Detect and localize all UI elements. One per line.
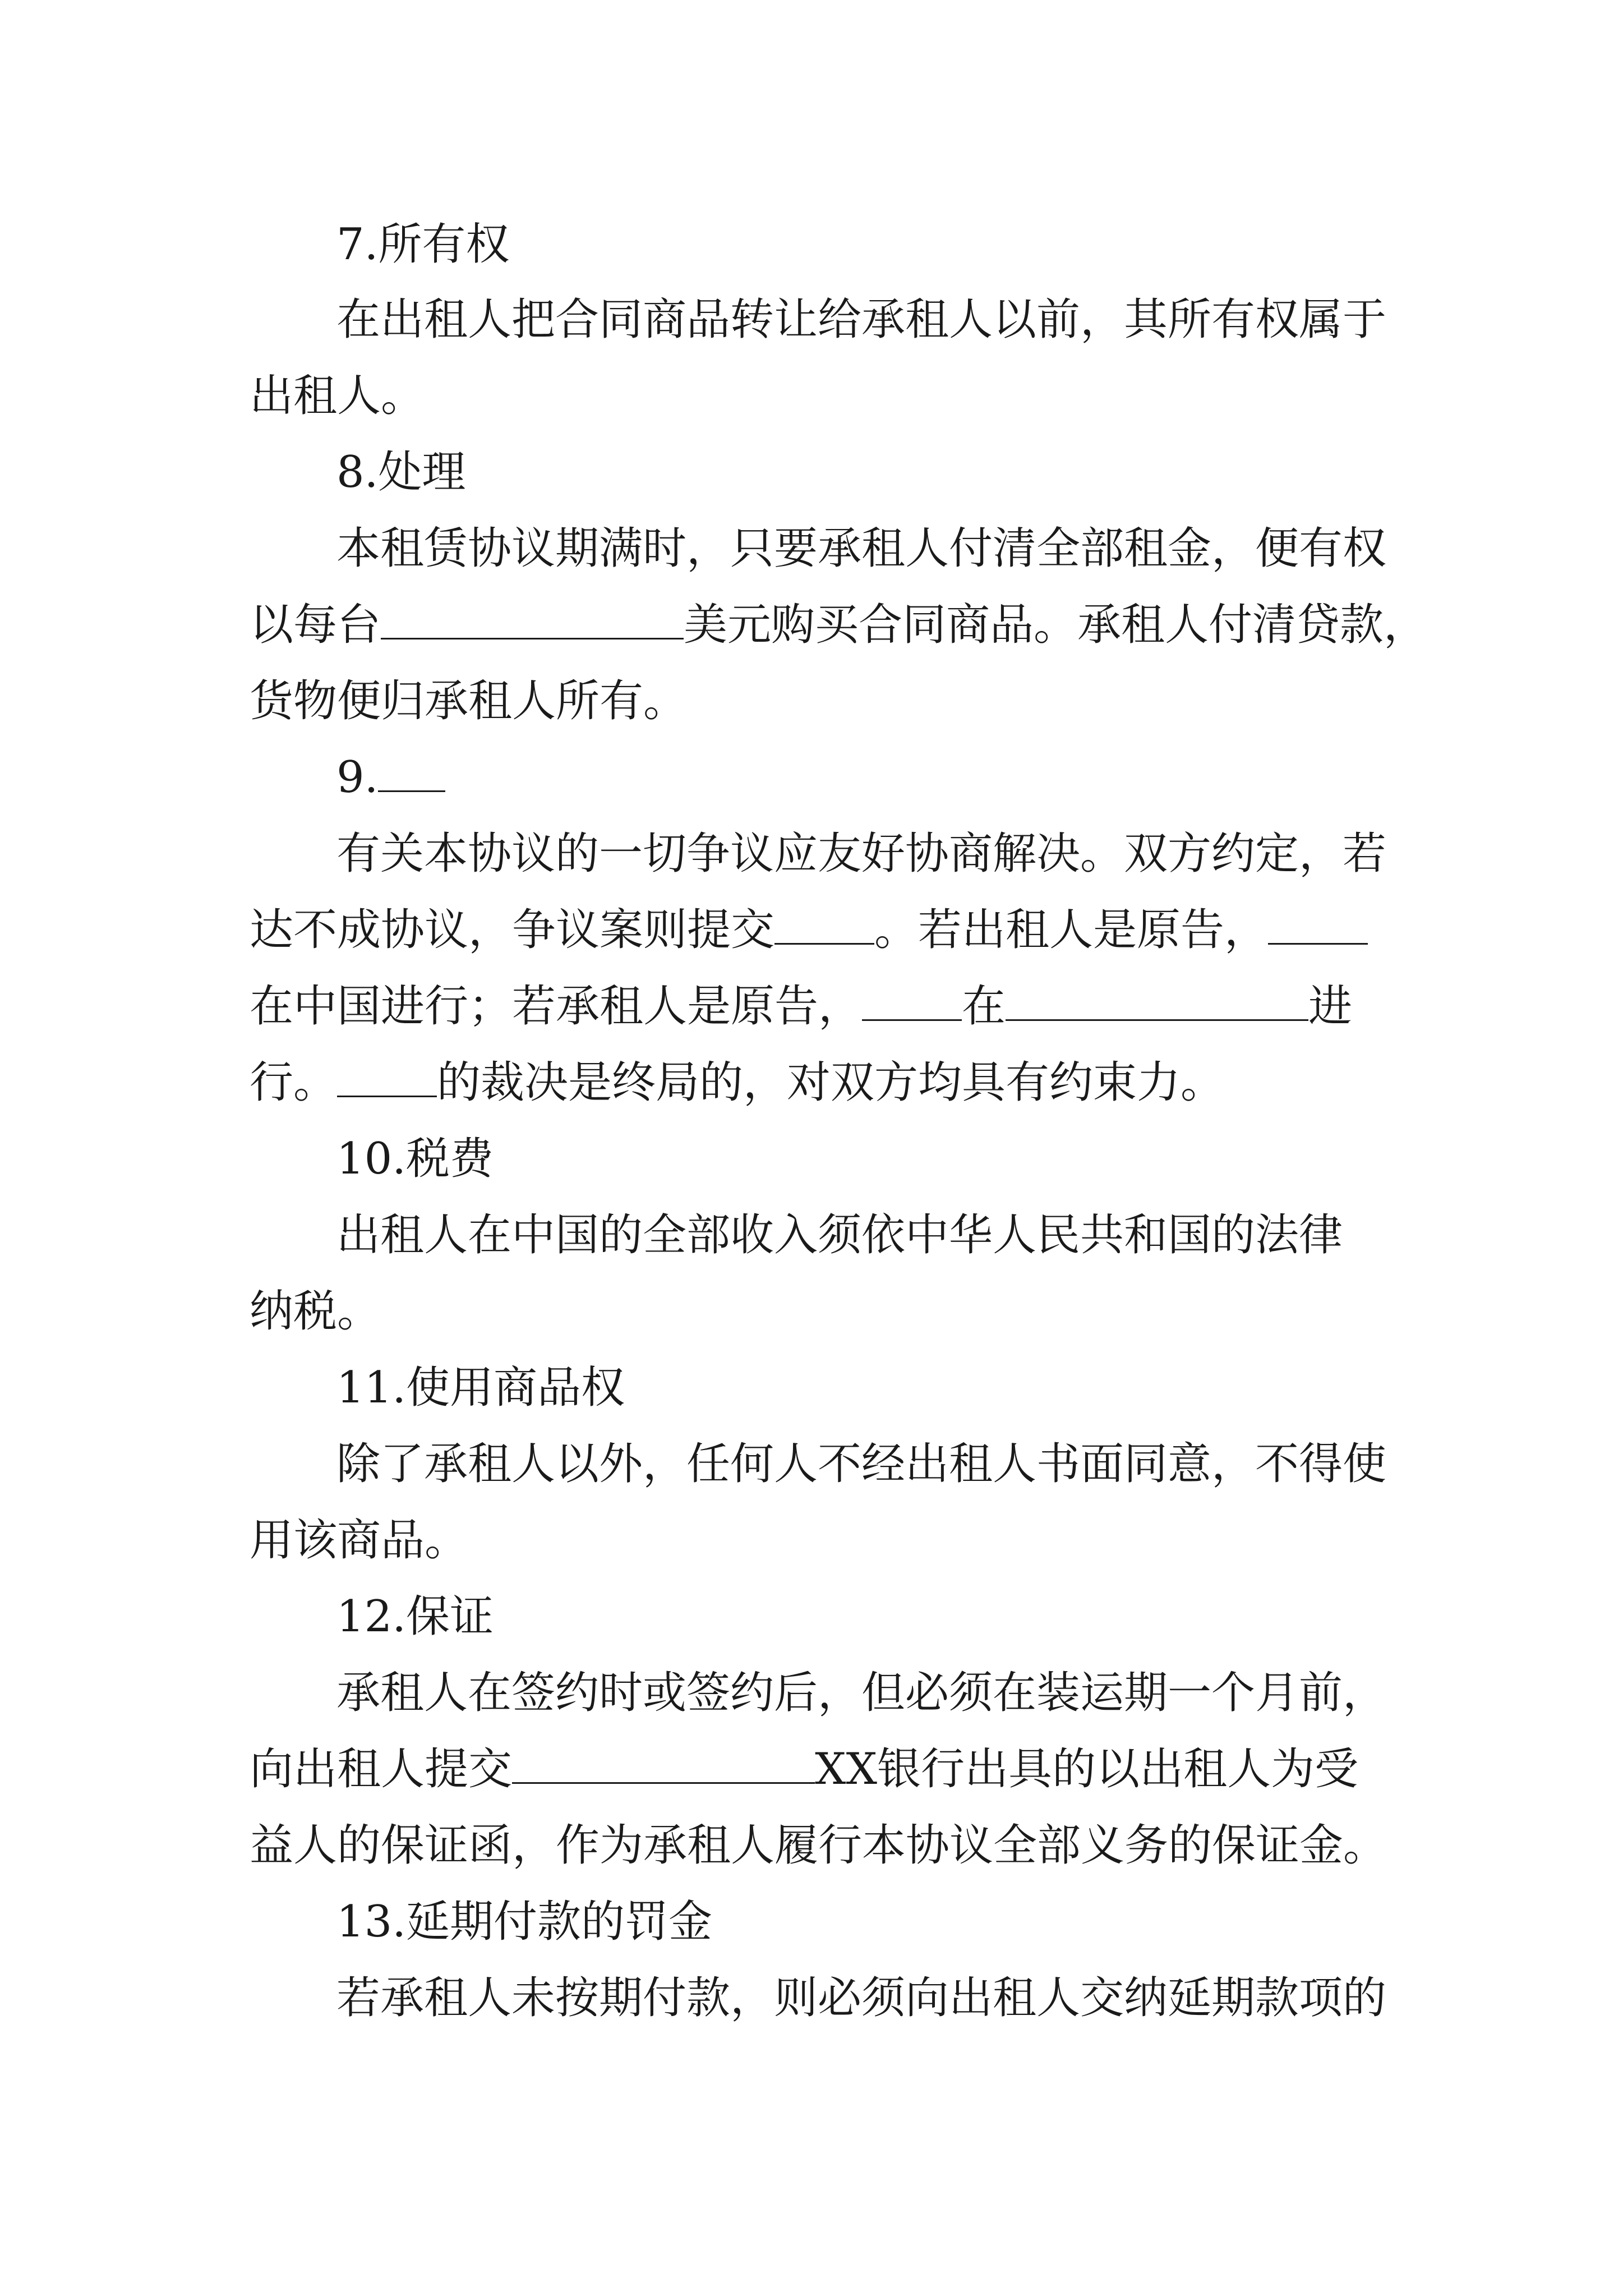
- text-segment: 有关本协议的一切争议应友好协商解决。双方约定，若: [336, 829, 1387, 879]
- fill-in-blank: [1268, 904, 1368, 945]
- paragraph-line: [0, 891, 1623, 969]
- text-segment: 10.税费: [336, 1134, 494, 1184]
- text-segment: 13.延期付款的罚金: [336, 1897, 713, 1947]
- paragraph-line: [0, 1196, 1623, 1274]
- text-segment: 7.所有权: [336, 219, 510, 270]
- fill-in-blank: [1006, 980, 1308, 1021]
- section-heading-late-penalty: [0, 1883, 1623, 1961]
- text-segment: 进: [1308, 981, 1353, 1032]
- fill-in-blank: [774, 904, 874, 945]
- text-segment: 货物便归承租人所有。: [250, 676, 688, 726]
- fill-in-blank: [862, 980, 962, 1021]
- paragraph-line: [0, 1043, 1623, 1122]
- text-segment: 出租人。: [250, 371, 425, 421]
- text-segment: 向出租人提交: [250, 1744, 513, 1795]
- text-segment: 出租人在中国的全部收入须依中华人民共和国的法律: [336, 1210, 1343, 1260]
- text-segment: 以每台: [250, 600, 381, 650]
- text-segment: 9.: [336, 752, 379, 803]
- text-segment: 。若出租人是原告，: [874, 905, 1269, 955]
- text-segment: 本租赁协议期满时，只要承租人付清全部租金，便有权: [336, 523, 1387, 574]
- fill-in-blank: [512, 1743, 815, 1784]
- paragraph-line: [0, 1806, 1623, 1885]
- paragraph-line: [0, 1730, 1623, 1809]
- fill-in-blank: [381, 599, 684, 639]
- text-segment: 在: [962, 981, 1006, 1032]
- text-segment: 12.保证: [336, 1591, 494, 1642]
- paragraph-line: [0, 967, 1623, 1046]
- section-heading-guarantee: [0, 1577, 1623, 1656]
- text-segment: 用该商品。: [250, 1515, 469, 1566]
- paragraph-line: [0, 1425, 1623, 1503]
- text-segment: 在中国进行；若承租人是原告，: [250, 981, 863, 1032]
- text-segment: 承租人在签约时或签约后，但必须在装运期一个月前，: [336, 1668, 1387, 1718]
- text-segment: 行。: [250, 1057, 338, 1108]
- section-heading-ownership: [0, 205, 1623, 284]
- text-segment: 达不成协议，争议案则提交: [250, 905, 775, 955]
- fill-in-blank: [337, 1056, 437, 1097]
- paragraph-line: [0, 357, 1623, 435]
- fill-in-blank: [378, 751, 445, 792]
- paragraph-line: [0, 1501, 1623, 1580]
- text-segment: 11.使用商品权: [336, 1363, 625, 1413]
- paragraph-line: [0, 1272, 1623, 1351]
- section-heading-disposal: [0, 433, 1623, 512]
- paragraph-line: [0, 662, 1623, 740]
- section-heading-taxes: [0, 1120, 1623, 1198]
- text-segment: 除了承租人以外，任何人不经出租人书面同意，不得使: [336, 1439, 1387, 1489]
- paragraph-line: [0, 586, 1623, 664]
- section-heading-usage-right: [0, 1349, 1623, 1427]
- text-segment: 纳税。: [250, 1286, 381, 1337]
- paragraph-line: [0, 815, 1623, 893]
- text-segment: 的裁决是终局的，对双方均具有约束力。: [437, 1057, 1225, 1108]
- paragraph-line: [0, 1959, 1623, 2037]
- paragraph-line: [0, 280, 1623, 359]
- text-segment: 美元购买合同商品。承租人付清贷款，: [684, 600, 1428, 650]
- text-segment: 益人的保证函，作为承租人履行本协议全部义务的保证金。: [250, 1820, 1387, 1871]
- section-heading-arbitration: [0, 738, 1623, 817]
- paragraph-line: [0, 1654, 1623, 1732]
- paragraph-line: [0, 509, 1623, 588]
- text-segment: XX银行出具的以出租人为受: [815, 1744, 1359, 1795]
- text-segment: 在出租人把合同商品转让给承租人以前，其所有权属于: [336, 295, 1387, 345]
- text-segment: 8.处理: [336, 447, 466, 498]
- text-segment: 若承租人未按期付款，则必须向出租人交纳延期款项的: [336, 1973, 1387, 2023]
